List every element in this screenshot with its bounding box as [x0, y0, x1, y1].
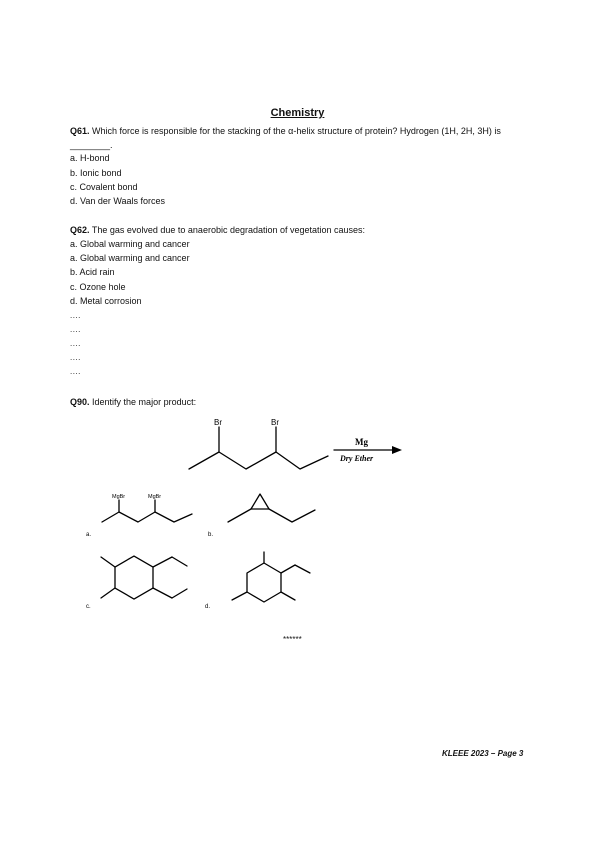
ellipsis-line: ....	[70, 325, 81, 334]
question-number: Q90.	[70, 397, 90, 407]
option-c-branch-4	[153, 588, 172, 598]
q62-option-3: b. Acid rain	[70, 267, 115, 277]
reactant-label-br1: Br	[214, 418, 222, 427]
option-d-ring	[247, 563, 281, 602]
reagent-dry-ether: Dry Ether	[340, 454, 374, 463]
question-text: Which force is responsible for the stacking of the α-helix structure of protein? Hydrogen (1H, 2H, 3H) is ________.	[70, 126, 501, 150]
q62-option-1: a. Global warming and cancer	[70, 239, 190, 249]
option-c-branch-6	[172, 589, 187, 598]
question-text: The gas evolved due to anaerobic degradation of vegetation causes:	[91, 225, 366, 235]
option-c-branch-2	[101, 588, 115, 598]
question-number: Q62.	[70, 225, 90, 235]
option-c-letter: c.	[86, 604, 91, 610]
reaction-arrow-head	[392, 446, 402, 454]
option-d-letter: d.	[205, 604, 211, 610]
ellipsis-line: ....	[70, 367, 81, 376]
q62-option-5: d. Metal corrosion	[70, 296, 142, 306]
option-d-branch-4	[295, 565, 310, 573]
reactant-chain	[189, 452, 328, 469]
option-c-ring	[115, 556, 153, 599]
option-a-label-1: MgBr	[112, 494, 126, 500]
question-number: Q61.	[70, 126, 90, 136]
option-b-chain	[228, 509, 251, 522]
ellipsis-line: ....	[70, 311, 81, 320]
option-c-branch-3	[153, 557, 172, 567]
option-a-label-2: MgBr	[148, 494, 162, 500]
option-d-branch-3	[281, 565, 295, 573]
q61-option-c: c. Covalent bond	[70, 182, 138, 192]
option-c-branch-1	[101, 557, 115, 567]
q61-option-d: d. Van der Waals forces	[70, 196, 166, 206]
ellipsis-line: ....	[70, 339, 81, 348]
q62-option-4: c. Ozone hole	[70, 282, 126, 292]
section-title: Chemistry	[270, 107, 325, 119]
q62-option-2: a. Global warming and cancer	[70, 253, 190, 263]
reactant-label-br2: Br	[271, 418, 279, 427]
end-marker: ******	[283, 635, 302, 644]
option-b-letter: b.	[208, 532, 214, 538]
page-footer: KLEEE 2023 – Page 3	[442, 749, 524, 758]
q61-option-a: a. H-bond	[70, 153, 110, 163]
option-b-cyclopropane	[251, 494, 269, 509]
option-a-chain	[102, 512, 192, 522]
option-c-branch-5	[172, 557, 187, 566]
option-b-chain-right	[269, 509, 315, 522]
option-a-letter: a.	[86, 532, 92, 538]
reagent-mg: Mg	[355, 437, 368, 447]
q61-option-b: b. Ionic bond	[70, 168, 122, 178]
option-d-branch-1	[232, 592, 247, 600]
question-text: Identify the major product:	[92, 397, 197, 407]
ellipsis-line: ....	[70, 353, 81, 362]
option-d-branch-5	[281, 592, 295, 600]
